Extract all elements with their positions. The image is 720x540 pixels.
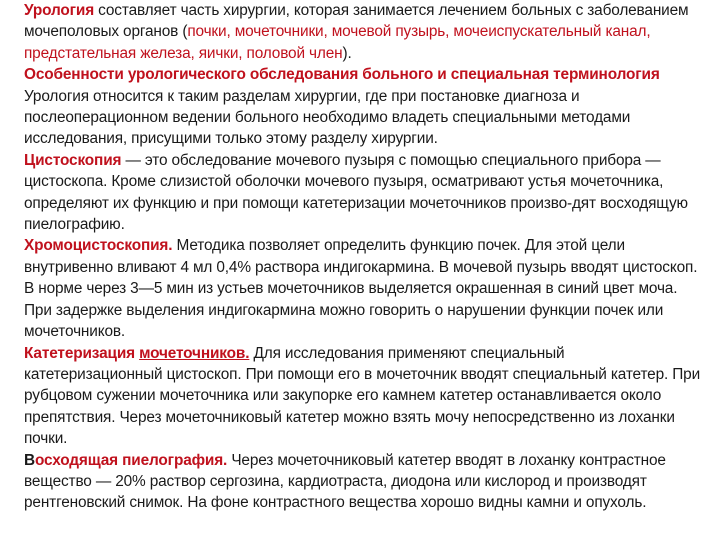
pyelography-term: осходящая пиелография. <box>34 451 228 469</box>
chromocystoscopy-term: Хромоцистоскопия. <box>24 237 173 255</box>
organs-list: почки, мочеточники, мочевой пузырь, мочеиспускательный канал, предстательная железа, яички, половой член <box>24 23 651 62</box>
document-text <box>24 0 704 514</box>
cystoscopy-term: Цистоскопия <box>24 151 122 169</box>
catheterization-paragraph <box>24 343 704 450</box>
catheterization-term-b: мочеточников. <box>139 344 250 362</box>
cystoscopy-text: — это обследование мочевого пузыря с помощью специального прибора — цистоскопа. Кроме слизистой оболочки мочевого пузыря, осматривают устья мочеточника, определяют их функцию и при помощи катетеризации мочеточников произво-дят восходящую пиелографию. <box>24 151 688 234</box>
catheterization-term-a: Катетеризация <box>24 344 135 362</box>
chromocystoscopy-paragraph <box>24 235 704 342</box>
urology-methods-paragraph: Урология относится к таким разделам хирургии, где при постановке диагноза и послеоперационном ведении больного необходимо владеть специальными методами исследования, присущими только этому разделу хирургии. <box>24 87 631 148</box>
intro-text-1: составляет часть хирургии, которая занимается лечением больных с заболеванием мочеполовых органов ( <box>24 2 689 41</box>
pyelography-paragraph <box>24 450 704 514</box>
section-heading: Особенности урологического обследования больного и специальная терминология <box>24 66 660 84</box>
chromocystoscopy-text: Методика позволяет определить функцию почек. Для этой цели внутривенно вливают 4 мл 0,4% раствора индигокармина. В мочевой пузырь вводят цистоскоп. В норме через 3—5 мин из устьев мочеточников выделяется окрашенная в синий цвет моча. При задержке выделения индигокармина можно говорить о нарушении функции почек или мочеточников. <box>24 237 698 341</box>
pyelography-text: Через мочеточниковый катетер вводят в лоханку контрастное вещество — 20% раствор сергозина, кардиотраста, диодона или кислород и производят рентгеновский снимок. На фоне контрастного вещества хорошо видны камни и опухоль. <box>24 451 666 512</box>
cystoscopy-paragraph <box>24 150 704 236</box>
intro-text-2: ). <box>342 44 352 62</box>
catheterization-text: Для исследования применяют специальный катетеризационный цистоскоп. При помощи его в мочеточник вводят специальный катетер. При рубцовом сужении мочеточника или закупорке его камнем катетер останавливается около препятствия. Через мочеточниковый катетер можно взять мочу непосредственно из лоханки почки. <box>24 344 701 448</box>
intro-paragraph <box>24 0 704 64</box>
pyelography-first-letter: В <box>24 451 35 469</box>
urology-term: Урология <box>24 2 95 19</box>
